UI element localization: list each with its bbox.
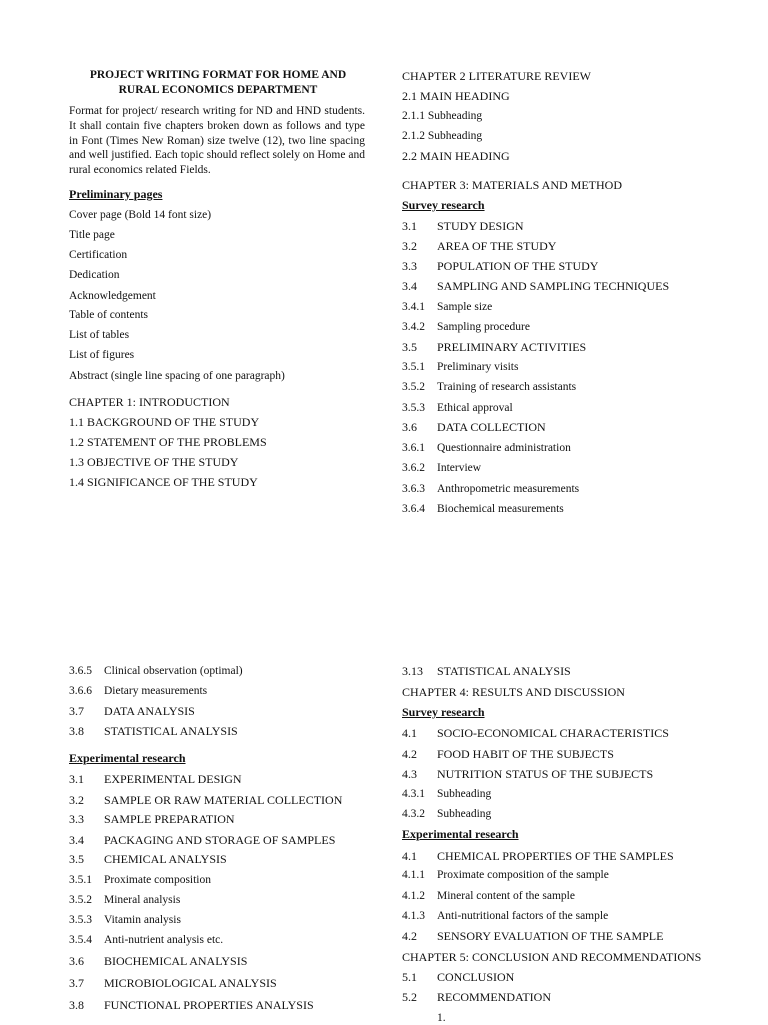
item-text: POPULATION OF THE STUDY xyxy=(437,259,599,273)
item-number: 3.6.1 xyxy=(402,442,425,454)
toc-item xyxy=(402,767,653,781)
item-text: Biochemical measurements xyxy=(437,503,564,515)
item-number: 3.5 xyxy=(69,852,84,866)
prelim-item: Dedication xyxy=(69,269,120,281)
toc-item xyxy=(402,807,491,821)
item-number: 3.2 xyxy=(402,239,417,253)
toc-item xyxy=(402,219,524,233)
chapter5-title: CHAPTER 5: CONCLUSION AND RECOMMENDATIONS xyxy=(402,950,702,964)
item-number: 3.6.6 xyxy=(69,685,92,697)
item-text: PRELIMINARY ACTIVITIES xyxy=(437,340,587,354)
item-number: 3.4 xyxy=(402,279,417,293)
prelim-item: Acknowledgement xyxy=(69,290,156,302)
item-number: 3.6 xyxy=(402,420,417,434)
chapter2-item: 2.1.2 Subheading xyxy=(402,130,483,142)
item-text: FOOD HABIT OF THE SUBJECTS xyxy=(437,747,614,761)
item-text: Proximate composition of the sample xyxy=(437,869,609,881)
survey-research-heading: Survey research xyxy=(402,705,485,719)
toc-item xyxy=(69,913,181,927)
item-text: Vitamin analysis xyxy=(104,914,181,926)
item-text: SAMPLING AND SAMPLING TECHNIQUES xyxy=(437,279,670,293)
item-text: EXPERIMENTAL DESIGN xyxy=(104,772,242,786)
item-text: NUTRITION STATUS OF THE SUBJECTS xyxy=(437,767,654,781)
item-number: 4.1.3 xyxy=(402,910,425,922)
item-text: Anti-nutrient analysis etc. xyxy=(104,934,224,946)
toc-item xyxy=(69,793,342,807)
item-text: Training of research assistants xyxy=(437,381,577,393)
item-text: STUDY DESIGN xyxy=(437,219,524,233)
item-number: 3.3 xyxy=(402,259,417,273)
toc-item xyxy=(402,664,571,678)
toc-item xyxy=(69,933,223,947)
item-text: CONCLUSION xyxy=(437,970,515,984)
item-number: 3.5.3 xyxy=(69,914,92,926)
item-number: 4.2 xyxy=(402,929,417,943)
toc-item xyxy=(402,340,586,354)
item-text: SOCIO-ECONOMICAL CHARACTERISTICS xyxy=(437,726,669,740)
prelim-item: Table of contents xyxy=(69,309,149,321)
toc-item xyxy=(69,812,235,826)
item-number: 3.6.4 xyxy=(402,503,425,515)
item-number: 3.13 xyxy=(402,664,423,678)
item-number: 3.6.5 xyxy=(69,665,92,677)
prelim-item: Certification xyxy=(69,249,128,261)
item-text: Anthropometric measurements xyxy=(437,483,580,495)
item-text: STATISTICAL ANALYSIS xyxy=(104,724,238,738)
item-number: 3.5.4 xyxy=(69,934,92,946)
item-number: 3.2 xyxy=(69,793,84,807)
item-number: 3.8 xyxy=(69,724,84,738)
toc-item xyxy=(402,970,514,984)
item-number: 3.7 xyxy=(69,704,84,718)
item-text: SENSORY EVALUATION OF THE SAMPLE xyxy=(437,929,664,943)
prelim-item: List of figures xyxy=(69,349,135,361)
item-number: 3.8 xyxy=(69,998,84,1012)
item-text: SAMPLE PREPARATION xyxy=(104,812,235,826)
item-number: 3.1 xyxy=(69,772,84,786)
item-number: 3.4 xyxy=(69,833,84,847)
prelim-item: Cover page (Bold 14 font size) xyxy=(69,209,212,221)
item-number: 4.3.2 xyxy=(402,808,425,820)
chapter1-item: 1.4 SIGNIFICANCE OF THE STUDY xyxy=(69,475,258,489)
toc-item xyxy=(69,833,335,847)
toc-item xyxy=(69,873,211,887)
item-text: AREA OF THE STUDY xyxy=(437,239,557,253)
item-number: 4.1 xyxy=(402,849,417,863)
toc-item xyxy=(402,787,491,801)
item-number: 3.7 xyxy=(69,976,84,990)
survey-research-heading: Survey research xyxy=(402,198,485,212)
item-text: Subheading xyxy=(437,788,492,800)
toc-item xyxy=(402,239,556,253)
document-title xyxy=(69,68,367,98)
chapter1-item: 1.3 OBJECTIVE OF THE STUDY xyxy=(69,455,239,469)
toc-item xyxy=(402,747,614,761)
preliminary-pages-heading: Preliminary pages xyxy=(69,187,163,201)
toc-item xyxy=(69,998,314,1012)
toc-item xyxy=(402,849,674,863)
item-text: MICROBIOLOGICAL ANALYSIS xyxy=(104,976,277,990)
item-text: CHEMICAL ANALYSIS xyxy=(104,852,227,866)
toc-item xyxy=(402,420,546,434)
item-text: Mineral content of the sample xyxy=(437,890,575,902)
experimental-research-heading: Experimental research xyxy=(402,827,519,841)
item-text: Proximate composition xyxy=(104,874,212,886)
item-number: 3.5.1 xyxy=(402,361,425,373)
item-text: Clinical observation (optimal) xyxy=(104,665,243,677)
item-number: 3.1 xyxy=(402,219,417,233)
chapter1-item: 1.2 STATEMENT OF THE PROBLEMS xyxy=(69,435,267,449)
item-text: Preliminary visits xyxy=(437,361,519,373)
item-text: Sampling procedure xyxy=(437,321,530,333)
item-text: BIOCHEMICAL ANALYSIS xyxy=(104,954,248,968)
document-title-line1: PROJECT WRITING FORMAT FOR HOME AND xyxy=(89,69,347,81)
chapter2-item: 2.1 MAIN HEADING xyxy=(402,89,510,103)
item-text: STATISTICAL ANALYSIS xyxy=(437,664,571,678)
item-number: 5.1 xyxy=(402,970,417,984)
item-text: Sample size xyxy=(437,301,493,313)
toc-item xyxy=(69,976,277,990)
item-number: 4.2 xyxy=(402,747,417,761)
item-number: 4.1.1 xyxy=(402,869,425,881)
item-text: DATA COLLECTION xyxy=(437,420,546,434)
toc-item xyxy=(69,852,227,866)
toc-item xyxy=(402,929,663,943)
numbered-list-start: 1. xyxy=(437,1012,446,1024)
item-number: 3.5.3 xyxy=(402,402,425,414)
toc-item xyxy=(402,300,492,314)
chapter4-title: CHAPTER 4: RESULTS AND DISCUSSION xyxy=(402,685,625,699)
toc-item xyxy=(402,482,579,496)
toc-item xyxy=(69,664,243,678)
toc-item xyxy=(402,726,669,740)
item-text: FUNCTIONAL PROPERTIES ANALYSIS xyxy=(104,998,314,1012)
prelim-item: List of tables xyxy=(69,329,130,341)
toc-item xyxy=(402,889,575,903)
item-number: 3.6 xyxy=(69,954,84,968)
item-number: 4.1 xyxy=(402,726,417,740)
item-number: 3.4.1 xyxy=(402,301,425,313)
toc-item xyxy=(402,279,669,293)
item-text: Anti-nutritional factors of the sample xyxy=(437,910,609,922)
prelim-item: Abstract (single line spacing of one paragraph) xyxy=(69,370,285,382)
item-number: 3.5.1 xyxy=(69,874,92,886)
toc-item xyxy=(402,259,598,273)
toc-item xyxy=(402,360,518,374)
toc-item xyxy=(402,401,513,415)
item-text: Dietary measurements xyxy=(104,685,208,697)
toc-item xyxy=(402,380,576,394)
item-text: PACKAGING AND STORAGE OF SAMPLES xyxy=(104,833,336,847)
item-text: Ethical approval xyxy=(437,402,513,414)
item-number: 3.5.2 xyxy=(402,381,425,393)
item-text: DATA ANALYSIS xyxy=(104,704,195,718)
item-text: SAMPLE OR RAW MATERIAL COLLECTION xyxy=(104,793,343,807)
document-title-line2: RURAL ECONOMICS DEPARTMENT xyxy=(118,84,318,96)
chapter3-title: CHAPTER 3: MATERIALS AND METHOD xyxy=(402,178,623,192)
chapter2-title: CHAPTER 2 LITERATURE REVIEW xyxy=(402,69,591,83)
toc-item xyxy=(69,893,180,907)
item-text: Interview xyxy=(437,462,482,474)
toc-item xyxy=(402,441,571,455)
item-number: 3.3 xyxy=(69,812,84,826)
toc-item xyxy=(69,684,207,698)
item-text: Questionnaire administration xyxy=(437,442,571,454)
item-number: 4.1.2 xyxy=(402,890,425,902)
item-number: 3.6.3 xyxy=(402,483,425,495)
experimental-research-heading: Experimental research xyxy=(69,751,186,765)
item-text: Subheading xyxy=(437,808,492,820)
chapter1-title: CHAPTER 1: INTRODUCTION xyxy=(69,395,230,409)
item-number: 3.4.2 xyxy=(402,321,425,333)
item-number: 4.3.1 xyxy=(402,788,425,800)
toc-item xyxy=(69,724,238,738)
item-number: 4.3 xyxy=(402,767,417,781)
chapter2-item: 2.2 MAIN HEADING xyxy=(402,149,510,163)
toc-item xyxy=(69,704,195,718)
item-text: Mineral analysis xyxy=(104,894,181,906)
prelim-item: Title page xyxy=(69,229,115,241)
toc-item xyxy=(402,502,564,516)
intro-paragraph: Format for project/ research writing for ND and HND students. It shall contain five chapters broken down as follows and type in Font (Times New Roman) size twelve (12), two line spacing and well justified. Each topic should reflect solely on Home and rural economics related Fields. xyxy=(69,105,365,177)
item-number: 5.2 xyxy=(402,990,417,1004)
item-text: CHEMICAL PROPERTIES OF THE SAMPLES xyxy=(437,849,674,863)
chapter1-item: 1.1 BACKGROUND OF THE STUDY xyxy=(69,415,260,429)
item-number: 3.5 xyxy=(402,340,417,354)
toc-item xyxy=(402,320,530,334)
item-text: RECOMMENDATION xyxy=(437,990,551,1004)
toc-item xyxy=(402,868,609,882)
item-number: 3.5.2 xyxy=(69,894,92,906)
item-number: 3.6.2 xyxy=(402,462,425,474)
chapter2-item: 2.1.1 Subheading xyxy=(402,110,483,122)
toc-item xyxy=(69,772,242,786)
toc-item xyxy=(402,909,608,923)
toc-item xyxy=(402,990,551,1004)
toc-item xyxy=(69,954,247,968)
toc-item xyxy=(402,461,481,475)
